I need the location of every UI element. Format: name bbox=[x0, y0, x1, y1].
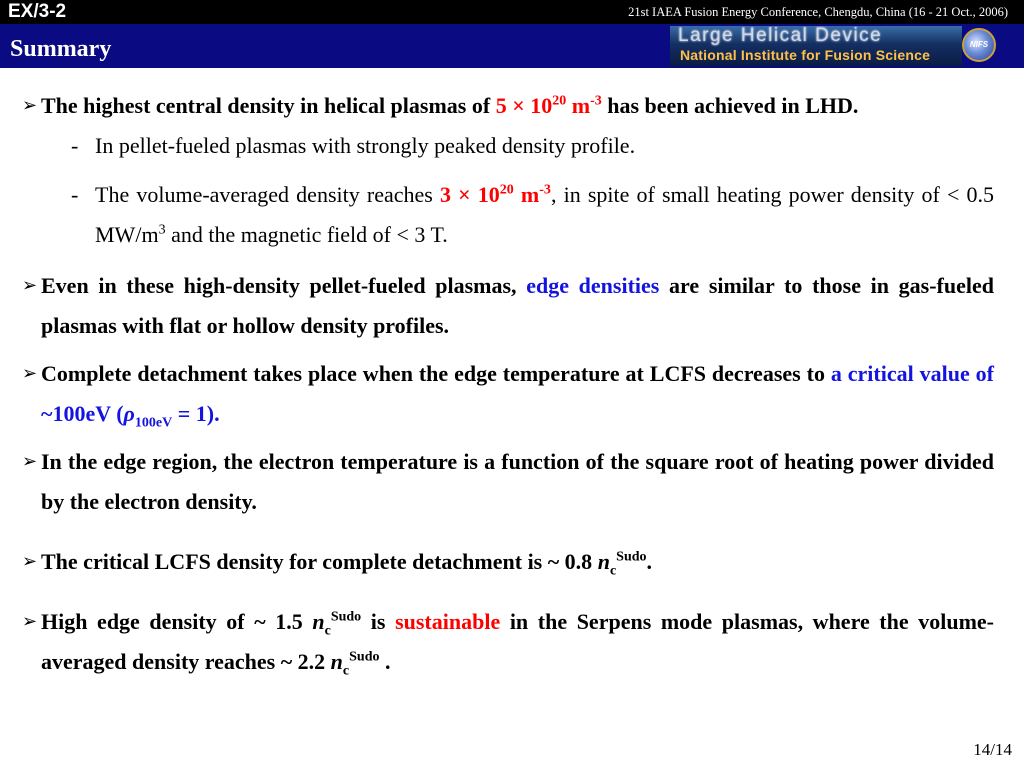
bullet-text: The critical LCFS density for complete detachment is ~ 0.8 bbox=[41, 549, 598, 574]
sub-bullet-item bbox=[22, 126, 994, 166]
bullet-text: Complete detachment takes place when the edge temperature at LCFS decreases to bbox=[41, 361, 831, 386]
arrow-bullet-icon: ➢ bbox=[22, 551, 38, 572]
bullet-item bbox=[22, 602, 994, 682]
density-subscript: c bbox=[342, 663, 350, 679]
bullet-item bbox=[22, 86, 994, 126]
bullet-text: . bbox=[379, 649, 391, 674]
conference-name: 21st IAEA Fusion Energy Conference, Chengdu, China (16 - 21 Oct., 2006) bbox=[628, 5, 1008, 19]
lhd-banner bbox=[670, 26, 962, 66]
highlight-text: sustainable bbox=[395, 609, 501, 634]
density-superscript: Sudo bbox=[330, 609, 362, 625]
bullet-item bbox=[22, 354, 994, 434]
dash-marker: - bbox=[71, 133, 79, 158]
dash-marker: - bbox=[71, 182, 79, 207]
logo-text: NIFS bbox=[969, 40, 989, 49]
value-text: 3 × 10 bbox=[439, 182, 500, 207]
page-number: 14/14 bbox=[973, 740, 1012, 759]
slide-header bbox=[0, 0, 1024, 68]
density-subscript: c bbox=[324, 623, 331, 639]
highlight-phrase: = 1). bbox=[172, 401, 220, 426]
density-symbol: n bbox=[330, 649, 343, 674]
bullet-text: The highest central density in helical plasmas of bbox=[41, 93, 496, 118]
bullet-text: in the Serpens mode plasmas, where the volume-averaged density reaches ~ 2.2 bbox=[41, 609, 994, 674]
bullet-text: Even in these high-density pellet-fueled plasmas, bbox=[41, 273, 527, 298]
sub-bullet-text: In pellet-fueled plasmas with strongly peaked density profile. bbox=[95, 133, 636, 158]
page-title: Summary bbox=[10, 36, 112, 62]
sub-bullet-text: , in spite of small heating power density of < 0.5 MW/m bbox=[95, 182, 995, 247]
arrow-bullet-icon: ➢ bbox=[22, 611, 38, 632]
rho-symbol: ρ bbox=[123, 401, 135, 426]
density-symbol: n bbox=[312, 609, 325, 634]
nifs-logo-icon bbox=[962, 28, 996, 62]
bullet-text: High edge density of ~ 1.5 bbox=[41, 609, 313, 634]
banner-device-name: Large Helical Device bbox=[678, 26, 883, 46]
highlight-phrase: a critical value of ~100eV ( bbox=[41, 361, 994, 426]
value-exponent: 20 bbox=[552, 93, 567, 109]
bullet-text: In the edge region, the electron temperature is a function of the square root of heating power divided by the electron density. bbox=[41, 449, 994, 514]
unit-text: m bbox=[513, 182, 540, 207]
bullet-item bbox=[22, 442, 994, 522]
bullet-text: has been achieved in LHD. bbox=[601, 93, 859, 118]
unit-exponent: -3 bbox=[590, 93, 602, 109]
bullet-item bbox=[22, 266, 994, 346]
value-exponent: 20 bbox=[499, 182, 514, 198]
density-subscript: c bbox=[609, 563, 617, 579]
highlight-value bbox=[440, 182, 551, 207]
arrow-bullet-icon: ➢ bbox=[22, 95, 38, 116]
paper-code: EX/3-2 bbox=[8, 1, 67, 22]
density-superscript: Sudo bbox=[616, 549, 647, 565]
unit-exponent: -3 bbox=[539, 182, 551, 198]
rho-subscript: 100eV bbox=[134, 415, 173, 431]
bullet-text: are similar to those in gas-fueled plasmas with flat or hollow density profiles. bbox=[41, 273, 994, 338]
summary-content bbox=[22, 86, 994, 682]
bullet-item bbox=[22, 542, 994, 582]
arrow-bullet-icon: ➢ bbox=[22, 275, 38, 296]
highlight-value bbox=[496, 93, 602, 118]
sub-bullet-item bbox=[22, 175, 994, 255]
arrow-bullet-icon: ➢ bbox=[22, 363, 38, 384]
value-text: 5 × 10 bbox=[495, 93, 553, 118]
unit-text: m bbox=[566, 93, 591, 118]
arrow-bullet-icon: ➢ bbox=[22, 451, 38, 472]
sub-bullet-text: The volume-averaged density reaches bbox=[95, 182, 440, 207]
sub-bullet-text: and the magnetic field of < 3 T. bbox=[165, 222, 448, 247]
density-superscript: Sudo bbox=[349, 649, 380, 665]
bullet-text: is bbox=[361, 609, 396, 634]
highlight-text: edge densities bbox=[526, 273, 660, 298]
density-symbol: n bbox=[597, 549, 610, 574]
banner-institute-name: National Institute for Fusion Science bbox=[680, 47, 931, 63]
unit-exponent: 3 bbox=[158, 222, 166, 238]
header-top-bar bbox=[0, 0, 1024, 24]
bullet-text: . bbox=[646, 549, 653, 574]
